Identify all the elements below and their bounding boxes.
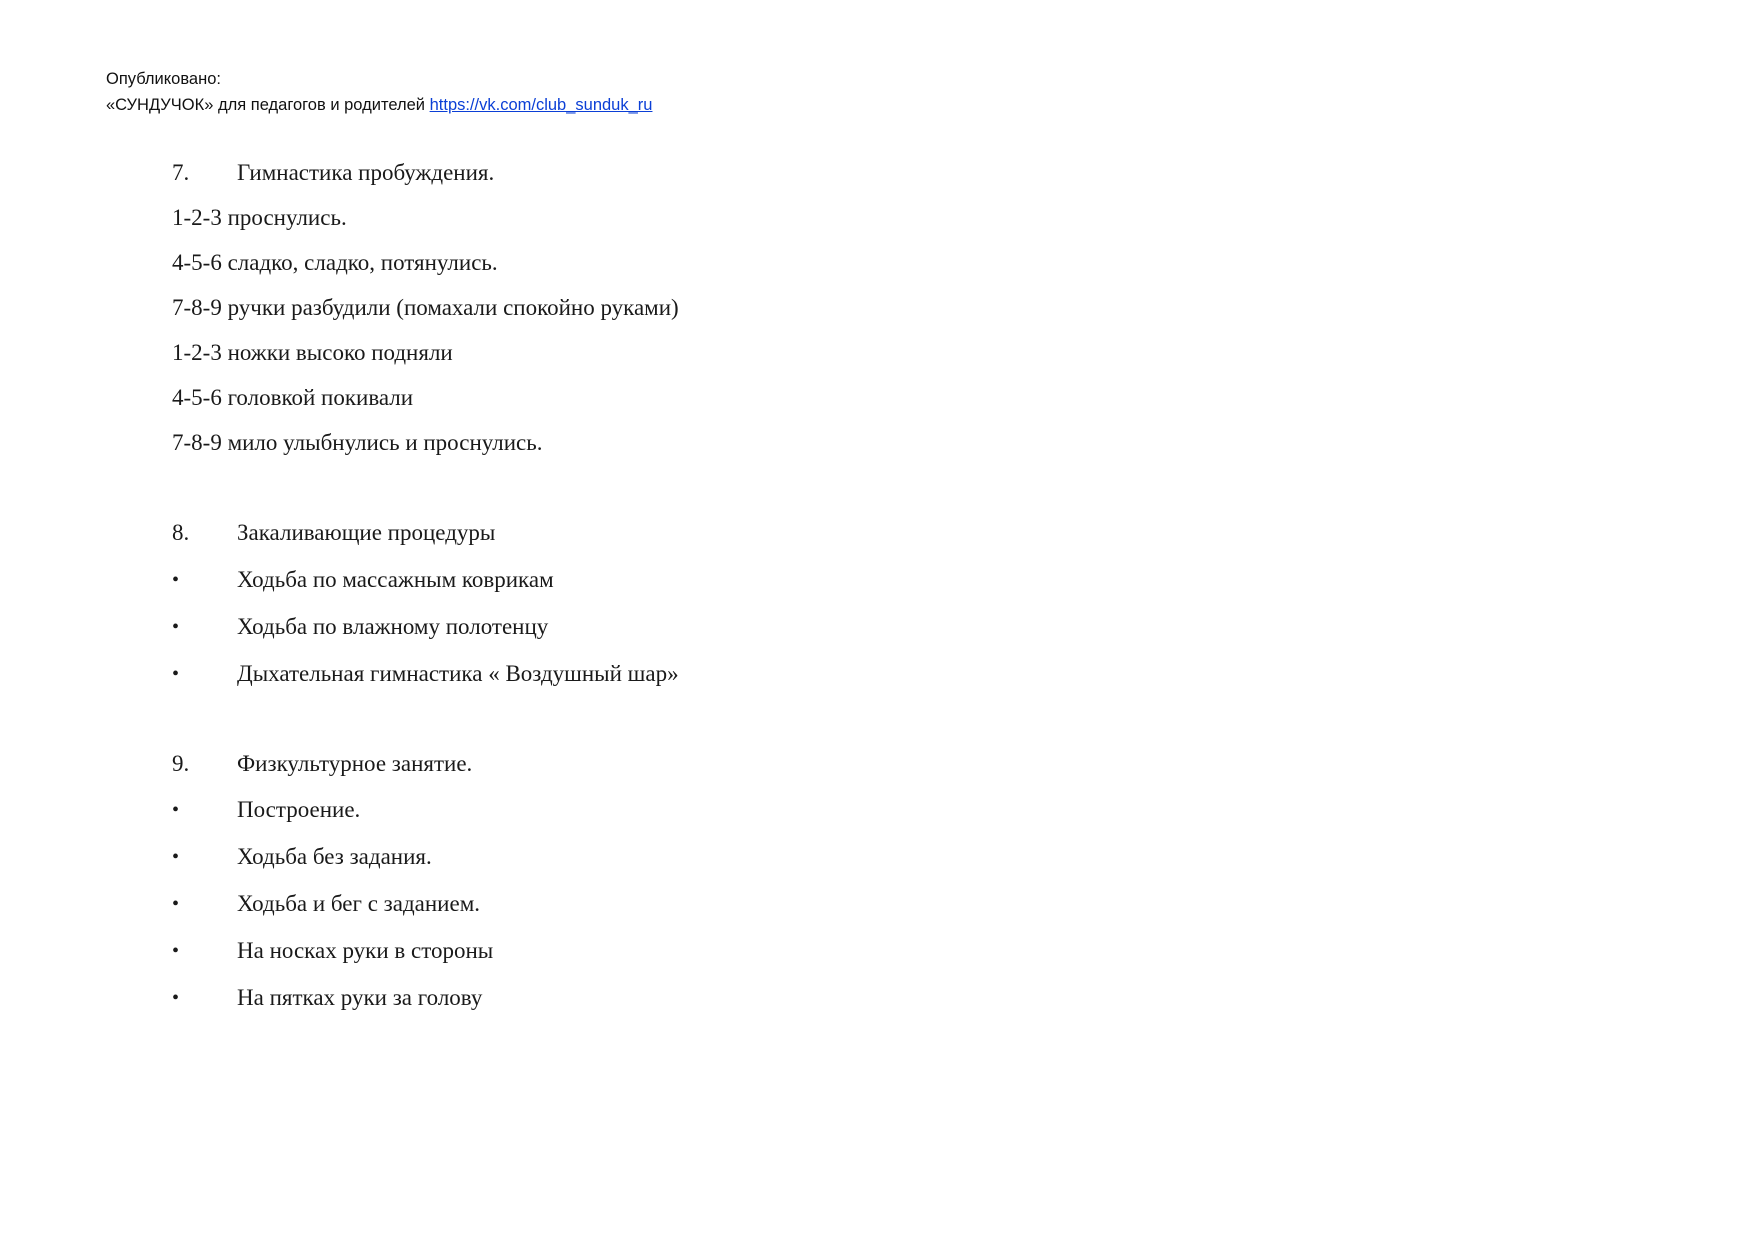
publication-header [106,66,652,118]
bullet-icon: • [172,663,180,685]
section-7-heading [172,160,494,186]
list-item-text: На пятках руки за голову [237,985,483,1010]
section-9-heading [172,751,472,777]
list-item [172,844,432,870]
list-item-text: Ходьба без задания. [237,844,432,869]
exercise-line: 7-8-9 ручки разбудили (помахали спокойно руками) [172,295,679,320]
exercise-line: 7-8-9 мило улыбнулись и проснулись. [172,430,543,455]
section-8-heading [172,520,495,546]
section-number: 9. [172,751,190,776]
source-line [106,92,652,118]
list-item-text: Ходьба и бег с заданием. [237,891,480,916]
list-item [172,567,554,593]
list-item-text: На носках руки в стороны [237,938,494,963]
bullet-icon: • [172,940,180,962]
bullet-icon: • [172,799,180,821]
exercise-line: 1-2-3 ножки высоко подняли [172,340,453,365]
list-item [172,661,679,687]
bullet-icon: • [172,846,180,868]
source-link[interactable]: https://vk.com/club_sunduk_ru [429,96,653,114]
list-item-text: Построение. [237,797,361,822]
published-label: Опубликовано: [106,70,221,88]
exercise-line: 1-2-3 проснулись. [172,205,347,230]
bullet-icon: • [172,893,180,915]
list-item [172,614,548,640]
bullet-icon: • [172,616,180,638]
bullet-icon: • [172,987,180,1009]
section-number: 8. [172,520,190,545]
section-title: Гимнастика пробуждения. [237,160,495,185]
exercise-line: 4-5-6 сладко, сладко, потянулись. [172,250,498,275]
exercise-line: 4-5-6 головкой покивали [172,385,414,410]
bullet-icon: • [172,569,180,591]
section-title: Закаливающие процедуры [237,520,496,545]
list-item [172,797,360,823]
list-item [172,891,480,917]
section-number: 7. [172,160,190,185]
list-item-text: Ходьба по массажным коврикам [237,567,554,592]
list-item-text: Ходьба по влажному полотенцу [237,614,549,639]
section-title: Физкультурное занятие. [237,751,473,776]
list-item [172,985,482,1011]
source-text: «СУНДУЧОК» для педагогов и родителей [106,96,425,114]
list-item-text: Дыхательная гимнастика « Воздушный шар» [237,661,679,686]
list-item [172,938,493,964]
